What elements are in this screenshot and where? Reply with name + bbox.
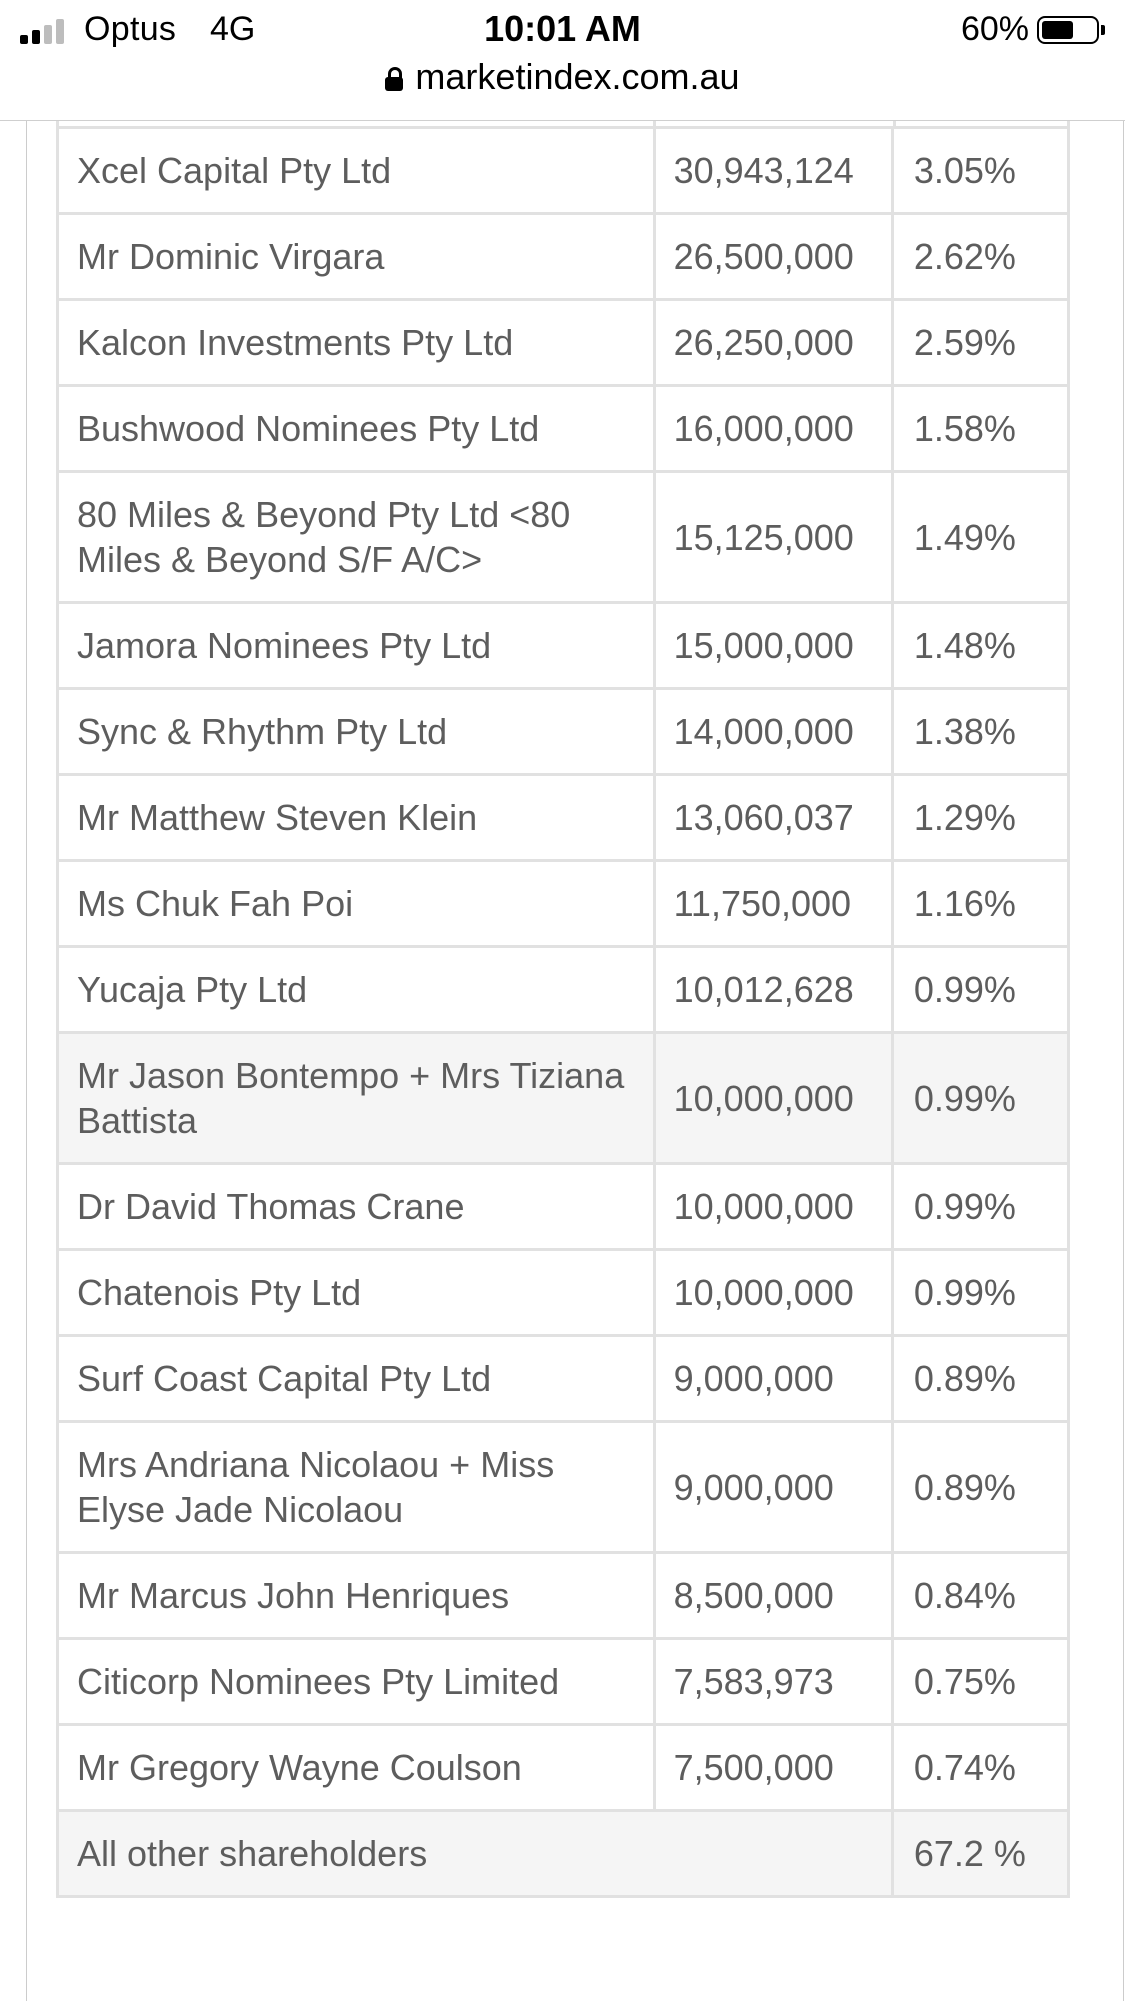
table-row — [58, 689, 1069, 775]
shares-held: 15,000,000 — [654, 603, 892, 689]
percent-held: 0.99% — [892, 1164, 1068, 1250]
address-bar[interactable] — [0, 56, 1125, 106]
table-row — [58, 1553, 1069, 1639]
percent-held: 1.49% — [892, 472, 1068, 603]
url-text: marketindex.com.au — [415, 56, 740, 97]
shares-held: 10,000,000 — [654, 1250, 892, 1336]
shares-held: 7,583,973 — [654, 1639, 892, 1725]
shareholder-name: Mrs Andriana Nicolaou + Miss Elyse Jade Nicolaou — [58, 1422, 655, 1553]
table-row — [58, 603, 1069, 689]
percent-held: 1.16% — [892, 861, 1068, 947]
shares-held: 15,125,000 — [654, 472, 892, 603]
percent-held: 1.58% — [892, 386, 1068, 472]
browser-top-bar — [0, 0, 1125, 121]
table-row — [58, 300, 1069, 386]
shares-held: 9,000,000 — [654, 1422, 892, 1553]
shares-held: 10,000,000 — [654, 1033, 892, 1164]
percent-held: 0.89% — [892, 1422, 1068, 1553]
percent-held: 0.89% — [892, 1336, 1068, 1422]
table-row — [58, 1033, 1069, 1164]
shareholders-table-body — [58, 128, 1069, 1897]
shareholder-name: Jamora Nominees Pty Ltd — [58, 603, 655, 689]
other-shareholders-percent: 67.2 % — [892, 1811, 1068, 1897]
percent-held: 2.59% — [892, 300, 1068, 386]
table-row — [58, 947, 1069, 1033]
shares-held: 26,250,000 — [654, 300, 892, 386]
shares-held: 13,060,037 — [654, 775, 892, 861]
shares-held: 10,000,000 — [654, 1164, 892, 1250]
table-row — [58, 1164, 1069, 1250]
shareholder-name: Bushwood Nominees Pty Ltd — [58, 386, 655, 472]
table-row — [58, 1725, 1069, 1811]
table-row — [58, 128, 1069, 214]
shareholder-name: Sync & Rhythm Pty Ltd — [58, 689, 655, 775]
status-bar — [0, 0, 1125, 60]
top-shareholders-table — [56, 126, 1070, 1898]
shareholder-name: Yucaja Pty Ltd — [58, 947, 655, 1033]
table-row — [58, 1250, 1069, 1336]
table-row — [58, 1422, 1069, 1553]
table-row — [58, 1639, 1069, 1725]
shares-held: 30,943,124 — [654, 128, 892, 214]
battery-percent: 60% — [960, 10, 1029, 48]
shares-held: 7,500,000 — [654, 1725, 892, 1811]
lock-icon — [385, 67, 403, 91]
shareholder-name: Chatenois Pty Ltd — [58, 1250, 655, 1336]
shares-held: 26,500,000 — [654, 214, 892, 300]
shareholder-name: 80 Miles & Beyond Pty Ltd <80 Miles & Beyond S/F A/C> — [58, 472, 655, 603]
table-row — [58, 472, 1069, 603]
shareholder-name: Mr Matthew Steven Klein — [58, 775, 655, 861]
shareholder-name: Mr Marcus John Henriques — [58, 1553, 655, 1639]
shares-held: 8,500,000 — [654, 1553, 892, 1639]
percent-held: 2.62% — [892, 214, 1068, 300]
shareholder-name: Dr David Thomas Crane — [58, 1164, 655, 1250]
shareholder-name: Surf Coast Capital Pty Ltd — [58, 1336, 655, 1422]
shares-held: 10,012,628 — [654, 947, 892, 1033]
shares-held: 11,750,000 — [654, 861, 892, 947]
shareholder-name: Mr Gregory Wayne Coulson — [58, 1725, 655, 1811]
shareholder-name: Mr Dominic Virgara — [58, 214, 655, 300]
percent-held: 0.74% — [892, 1725, 1068, 1811]
shares-held: 14,000,000 — [654, 689, 892, 775]
percent-held: 1.29% — [892, 775, 1068, 861]
other-shareholders-row — [58, 1811, 1069, 1897]
percent-held: 0.99% — [892, 1033, 1068, 1164]
percent-held: 1.48% — [892, 603, 1068, 689]
table-row — [58, 861, 1069, 947]
shareholder-name: Mr Jason Bontempo + Mrs Tiziana Battista — [58, 1033, 655, 1164]
table-row — [58, 775, 1069, 861]
percent-held: 0.84% — [892, 1553, 1068, 1639]
shareholder-name: Citicorp Nominees Pty Limited — [58, 1639, 655, 1725]
percent-held: 1.38% — [892, 689, 1068, 775]
shareholder-name: Xcel Capital Pty Ltd — [58, 128, 655, 214]
shares-held: 9,000,000 — [654, 1336, 892, 1422]
table-row — [58, 214, 1069, 300]
table-row — [58, 386, 1069, 472]
shareholder-name: Kalcon Investments Pty Ltd — [58, 300, 655, 386]
shareholder-name: Ms Chuk Fah Poi — [58, 861, 655, 947]
percent-held: 3.05% — [892, 128, 1068, 214]
carrier-name: Optus — [84, 10, 177, 48]
battery-icon — [1037, 16, 1099, 44]
status-time: 10:01 AM — [484, 8, 641, 49]
percent-held: 0.99% — [892, 1250, 1068, 1336]
shares-held: 16,000,000 — [654, 386, 892, 472]
percent-held: 0.99% — [892, 947, 1068, 1033]
percent-held: 0.75% — [892, 1639, 1068, 1725]
other-shareholders-label: All other shareholders — [58, 1811, 893, 1897]
table-row — [58, 1336, 1069, 1422]
network-type: 4G — [210, 10, 256, 48]
